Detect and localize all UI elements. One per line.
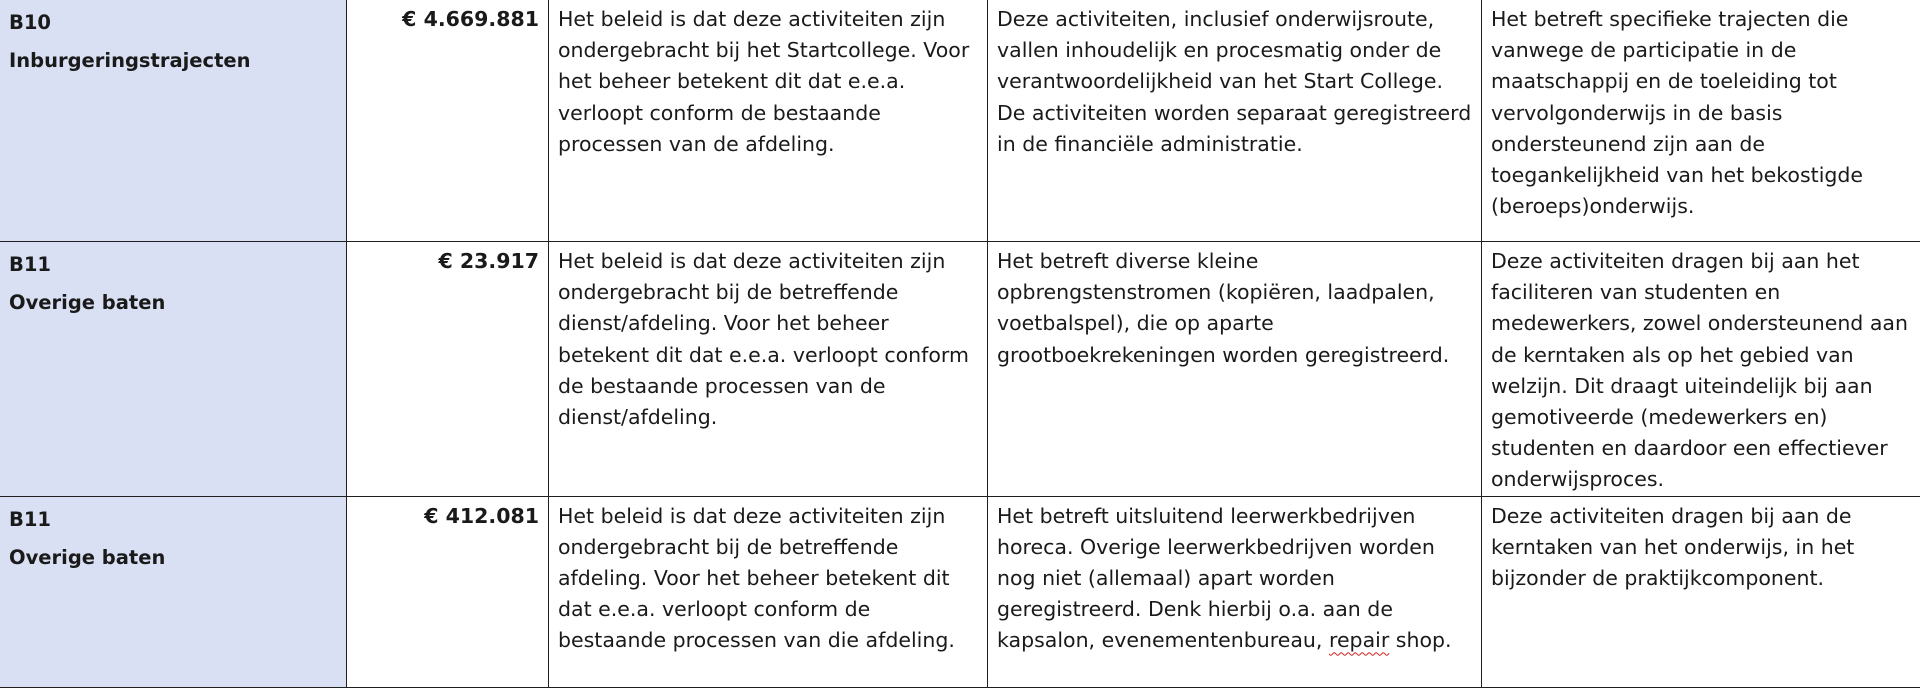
policy-cell: Het beleid is dat deze activiteiten zijn ondergebracht bij de betreffende afdeling. Voor het beheer betekent dit dat e.e.a. verloopt conform de bestaande processen van die afdeling. <box>549 496 988 687</box>
table-row <box>0 496 1920 687</box>
amount-cell: € 4.669.881 <box>347 0 549 242</box>
row-code: B11 <box>9 501 337 539</box>
code-cell <box>0 242 347 497</box>
policy-cell: Het beleid is dat deze activiteiten zijn ondergebracht bij het Startcollege. Voor het beheer betekent dit dat e.e.a. verloopt conform de bestaande processen van de afdeling. <box>549 0 988 242</box>
spellcheck-flagged-word[interactable]: repair <box>1329 628 1389 652</box>
row-code: B10 <box>9 4 337 42</box>
justification-cell: Deze activiteiten dragen bij aan het faciliteren van studenten en medewerkers, zowel ondersteunend aan de kerntaken als op het gebied van welzijn. Dit draagt uiteindelijk bij aan gemotiveerde (medewerkers en) studenten en daardoor een effectiever onderwijsproces. <box>1482 242 1920 497</box>
description-cell: Het betreft diverse kleine opbrengstenstromen (kopiëren, laadpalen, voetbalspel), die op aparte grootboekrekeningen worden geregistreerd. <box>988 242 1482 497</box>
description-text-tail: shop. <box>1389 628 1451 652</box>
description-cell <box>988 496 1482 687</box>
row-name: Overige baten <box>9 539 337 577</box>
code-cell <box>0 496 347 687</box>
description-cell: Deze activiteiten, inclusief onderwijsroute, vallen inhoudelijk en procesmatig onder de verantwoordelijkheid van het Start College. De activiteiten worden separaat geregistreerd in de financiële administratie. <box>988 0 1482 242</box>
justification-cell: Deze activiteiten dragen bij aan de kerntaken van het onderwijs, in het bijzonder de praktijkcomponent. <box>1482 496 1920 687</box>
amount-cell: € 412.081 <box>347 496 549 687</box>
row-name: Overige baten <box>9 284 337 322</box>
policy-cell: Het beleid is dat deze activiteiten zijn ondergebracht bij de betreffende dienst/afdeling. Voor het beheer betekent dit dat e.e.a. verloopt conform de bestaande processen van de dienst/afdeling. <box>549 242 988 497</box>
table-row <box>0 0 1920 242</box>
justification-cell: Het betreft specifieke trajecten die vanwege de participatie in de maatschappij en de toeleiding tot vervolgonderwijs in de basis ondersteunend zijn aan de toegankelijkheid van het bekostigde (beroeps)onderwijs. <box>1482 0 1920 242</box>
description-text: Het betreft uitsluitend leerwerkbedrijven horeca. Overige leerwerkbedrijven worden nog niet (allemaal) apart worden geregistreerd. Denk hierbij o.a. aan de kapsalon, evenementenbureau, <box>997 504 1435 653</box>
row-code: B11 <box>9 246 337 284</box>
table-row <box>0 242 1920 497</box>
amount-cell: € 23.917 <box>347 242 549 497</box>
row-name: Inburgeringstrajecten <box>9 42 337 80</box>
code-cell <box>0 0 347 242</box>
